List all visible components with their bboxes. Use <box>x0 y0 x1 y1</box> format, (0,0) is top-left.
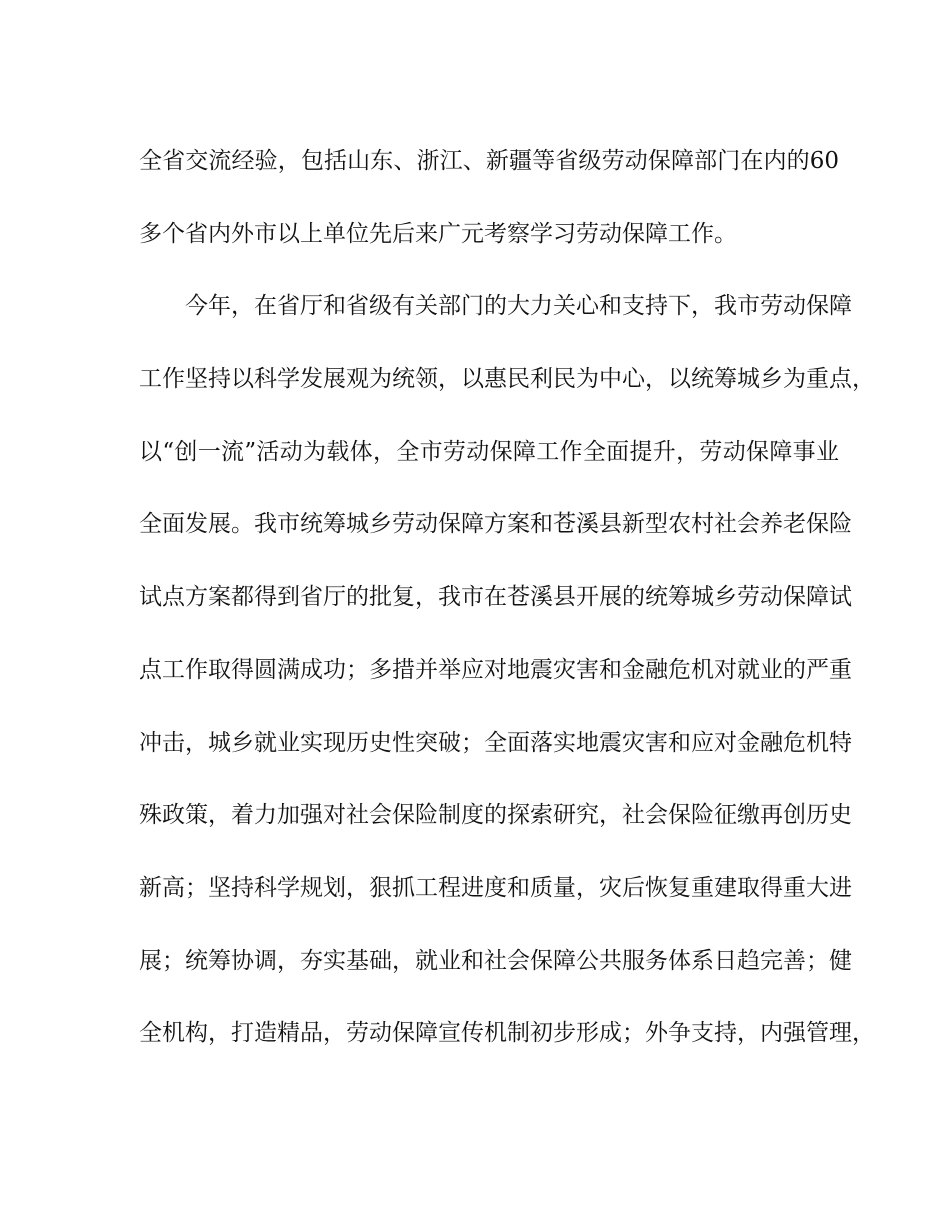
text-line-6: 全面发展。我市统筹城乡劳动保障方案和苍溪县新型农村社会养老保险 <box>139 511 852 538</box>
text-line-5: 以“创一流”活动为载体，全市劳动保障工作全面提升，劳动保障事业 <box>139 438 839 465</box>
body-text <box>139 138 875 1083</box>
text-line-8: 点工作取得圆满成功；多措并举应对地震灾害和金融危机对就业的严重 <box>139 656 852 683</box>
text-line-11: 新高；坚持科学规划，狠抓工程进度和质量，灾后恢复重建取得重大进 <box>139 874 852 901</box>
text-line-13: 全机构，打造精品，劳动保障宣传机制初步形成；外争支持，内强管理， <box>139 1020 875 1047</box>
text-line-1: 全省交流经验，包括山东、浙江、新疆等省级劳动保障部门在内的60 <box>139 148 839 174</box>
text-line-12: 展；统筹协调，夯实基础，就业和社会保障公共服务体系日趋完善；健 <box>139 947 852 974</box>
text-line-7: 试点方案都得到省厅的批复，我市在苍溪县开展的统筹城乡劳动保障试 <box>139 584 852 611</box>
text-line-4: 工作坚持以科学发展观为统领，以惠民利民为中心，以统筹城乡为重点， <box>139 366 875 393</box>
text-line-9: 冲击，城乡就业实现历史性突破；全面落实地震灾害和应对金融危机特 <box>139 729 852 756</box>
paragraph-first-line: 今年，在省厅和省级有关部门的大力关心和支持下，我市劳动保障 <box>185 293 852 320</box>
text-line-10: 殊政策，着力加强对社会保险制度的探索研究，社会保险征缴再创历史 <box>139 802 852 829</box>
text-line-2: 多个省内外市以上单位先后来广元考察学习劳动保障工作。 <box>139 220 737 247</box>
